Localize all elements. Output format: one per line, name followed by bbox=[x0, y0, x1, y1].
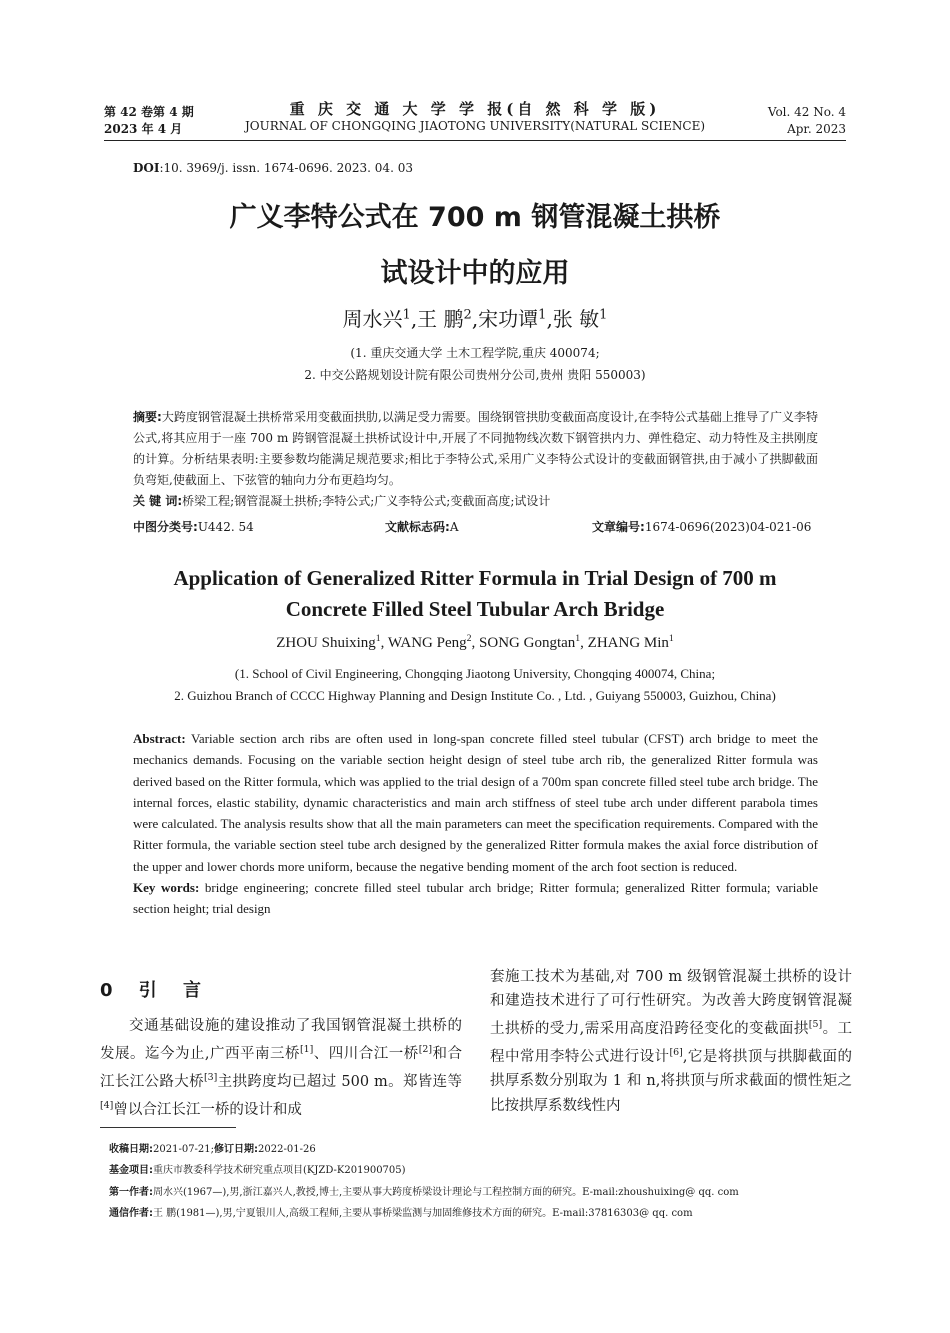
abstract-en bbox=[133, 728, 818, 920]
abstract-cn bbox=[133, 407, 818, 512]
footnote-label: 通信作者: bbox=[109, 1208, 153, 1219]
author-en: , ZHANG Min bbox=[580, 635, 669, 651]
doc-code-label: 文献标志码: bbox=[385, 520, 450, 534]
author-sup: 1 bbox=[575, 633, 581, 644]
clc-value: U442. 54 bbox=[197, 520, 254, 534]
affiliation-en-1: (1. School of Civil Engineering, Chongqing Jiaotong University, Chongqing 400074, China; bbox=[234, 666, 716, 681]
citation[interactable]: [4] bbox=[100, 1100, 114, 1112]
volume-issue-en: Vol. 42 No. 4 bbox=[767, 105, 846, 119]
footnote-text: 2021-07-21; bbox=[153, 1144, 215, 1155]
author-en: , WANG Peng bbox=[380, 635, 467, 651]
abstract-cn-text: 大跨度钢管混凝土拱桥常采用变截面拱肋,以满足受力需要。围绕钢管拱肋变截面高度设计,在李特公式基础上推导了广义李特公式,将其应用于一座 700 m 跨钢管混凝土拱桥试设计中,开展了不同抛物线次数下钢管拱内力、弹性稳定、动力特性及主拱刚度的计算。分析结果表明:主要参数均能满足规范要求;相比于李特公式,采用广义李特公式设计的变截面钢管拱,由于减小了拱脚截面负弯矩,使截面上、下弦管的轴向力分布更趋均匀。 bbox=[133, 410, 818, 487]
title-en-line2: Concrete Filled Steel Tubular Arch Bridge bbox=[285, 597, 665, 621]
footnote-label: 修订日期: bbox=[214, 1144, 259, 1155]
footnote-received bbox=[109, 1142, 829, 1158]
footnote-text: 重庆市教委科学技术研究重点项目(KJZD-K201900705) bbox=[153, 1165, 406, 1176]
body-text: 、四川合江一桥 bbox=[313, 1046, 419, 1063]
volume-issue-cn: 第 42 卷第 4 期 bbox=[104, 105, 194, 119]
body-text: 交通基础设施的建设推动了我国钢管混凝土拱桥的发展。迄今为止,广西平南三桥 bbox=[100, 1018, 462, 1063]
title-cn-line1: 广义李特公式在 700 m 钢管混凝土拱桥 bbox=[229, 202, 721, 233]
authors-en bbox=[0, 633, 950, 652]
citation[interactable]: [3] bbox=[203, 1072, 218, 1084]
body-text: 曾以合江长江一桥的设计和成 bbox=[113, 1102, 302, 1119]
doc-code-value: A bbox=[449, 520, 459, 534]
author-sup: 2 bbox=[463, 307, 472, 323]
author-cn: ,王 鹏 bbox=[410, 307, 464, 331]
author-sup: 2 bbox=[466, 633, 472, 644]
journal-name-en: JOURNAL OF CHONGQING JIAOTONG UNIVERSITY(NATURAL SCIENCE) bbox=[244, 119, 706, 133]
keywords-cn-label: 关 键 词: bbox=[133, 494, 183, 508]
article-number-value: 1674-0696(2023)04-021-06 bbox=[644, 520, 812, 534]
footnote-label: 第一作者: bbox=[109, 1187, 153, 1198]
article-number bbox=[592, 518, 811, 535]
date-en: Apr. 2023 bbox=[787, 122, 846, 136]
abstract-cn-label: 摘要: bbox=[133, 410, 162, 424]
author-sup: 1 bbox=[402, 307, 411, 323]
footnote-text: 周水兴(1967—),男,浙江嘉兴人,教授,博士,主要从事大跨度桥梁设计理论与工程控制方面的研究。E-mail:zhoushuixing@ qq. com bbox=[153, 1187, 739, 1198]
author-sup: 1 bbox=[668, 633, 674, 644]
abstract-en-text: Variable section arch ribs are often used in long-span concrete filled steel tubular (CFST) arch bridge to meet the mechanics demands. Focusing on the variable section height design of steel tube arch rib, the generalized Ritter formula was derived based on the Ritter formula, which was applied to the trial design of a 700m span concrete filled steel tube arch bridge. The internal forces, elastic stability, dynamic characteristics and main arch stiffness of steel tube arch under different parabola times were calculated. The analysis results show that all the main parameters can meet the specification requirements. Compared with the Ritter formula, the variable section steel tube arch designed by the generalized Ritter formula makes the axial force distribution of the upper and lower chords more uniform, because the negative bending moment of the arch foot section is reduced. bbox=[133, 731, 818, 874]
footnote-label: 基金项目: bbox=[109, 1165, 153, 1176]
abstract-en-label: Abstract: bbox=[133, 731, 186, 746]
header-rule bbox=[104, 140, 846, 141]
author-sup: 1 bbox=[538, 307, 547, 323]
doi-label: DOI bbox=[133, 161, 160, 175]
clc-number bbox=[133, 518, 254, 535]
footnote-first-author bbox=[109, 1185, 829, 1201]
citation[interactable]: [6] bbox=[669, 1047, 683, 1059]
header-volume-en bbox=[768, 104, 846, 138]
body-text: ,它是将拱顶与拱脚截面的拱厚系数分别取为 1 和 n,将拱顶与所求截面的惯性矩之比按拱厚系数线性内 bbox=[490, 1049, 853, 1114]
footnote-rule bbox=[100, 1127, 236, 1128]
author-sup: 1 bbox=[599, 307, 608, 323]
author-cn: 周水兴 bbox=[342, 307, 403, 331]
affiliation-en-2: 2. Guizhou Branch of CCCC Highway Planning and Design Institute Co. , Ltd. , Guiyang 550003, Guizhou, China) bbox=[174, 688, 776, 703]
body-left-column bbox=[100, 1014, 462, 1122]
author-cn: ,宋功谭 bbox=[471, 307, 539, 331]
body-right-column bbox=[490, 965, 852, 1118]
authors-cn bbox=[0, 303, 950, 332]
keywords-en: bridge engineering; concrete filled steel tubular arch bridge; Ritter formula; generalized Ritter formula; variable section height; trial design bbox=[133, 880, 818, 917]
title-cn-line2: 试设计中的应用 bbox=[380, 258, 570, 289]
date-cn: 2023 年 4 月 bbox=[104, 122, 183, 136]
body-text: 和合江长江公路大桥 bbox=[100, 1046, 463, 1091]
citation[interactable]: [1] bbox=[299, 1044, 314, 1056]
document-code bbox=[385, 518, 458, 535]
footnote-corresponding bbox=[109, 1206, 829, 1222]
citation[interactable]: [5] bbox=[808, 1019, 823, 1031]
clc-label: 中图分类号: bbox=[133, 520, 198, 534]
footnote-label: 收稿日期: bbox=[109, 1144, 153, 1155]
author-en: ZHOU Shuixing bbox=[276, 635, 376, 651]
author-en: , SONG Gongtan bbox=[471, 635, 576, 651]
body-text: 。工程中常用李特公式进行设计 bbox=[490, 1021, 853, 1066]
citation[interactable]: [2] bbox=[418, 1044, 433, 1056]
affiliation-cn-2: 2. 中交公路规划设计院有限公司贵州分公司,贵州 贵阳 550003) bbox=[304, 368, 646, 382]
section-heading: 0 引 言 bbox=[100, 980, 212, 1001]
doi-value: :10. 3969/j. issn. 1674-0696. 2023. 04. 03 bbox=[159, 161, 413, 175]
keywords-cn: 桥梁工程;钢管混凝土拱桥;李特公式;广义李特公式;变截面高度;试设计 bbox=[182, 494, 551, 508]
journal-name-cn: 重 庆 交 通 大 学 学 报(自 然 科 学 版) bbox=[289, 100, 661, 118]
footnote-text: 2022-01-26 bbox=[258, 1144, 316, 1155]
footnote-text: 王 鹏(1981—),男,宁夏银川人,高级工程师,主要从事桥梁监测与加固维修技术方面的研究。E-mail:37816303@ qq. com bbox=[153, 1208, 693, 1219]
doi bbox=[133, 161, 413, 175]
article-number-label: 文章编号: bbox=[592, 520, 645, 534]
body-text: 主拱跨度均已超过 500 m。郑皆连等 bbox=[217, 1074, 463, 1091]
body-text: 套施工技术为基础,对 700 m 级钢管混凝土拱桥的设计和建造技术进行了可行性研究。为改善大跨度钢管混凝土拱桥的受力,需采用高度沿跨径变化的变截面拱 bbox=[490, 969, 852, 1038]
affiliation-cn-1: (1. 重庆交通大学 土木工程学院,重庆 400074; bbox=[350, 346, 600, 360]
title-en-line1: Application of Generalized Ritter Formula in Trial Design of 700 m bbox=[173, 566, 777, 590]
keywords-en-label: Key words: bbox=[133, 880, 200, 896]
author-sup: 1 bbox=[375, 633, 381, 644]
author-cn: ,张 敏 bbox=[546, 307, 600, 331]
footnote-fund bbox=[109, 1163, 829, 1179]
